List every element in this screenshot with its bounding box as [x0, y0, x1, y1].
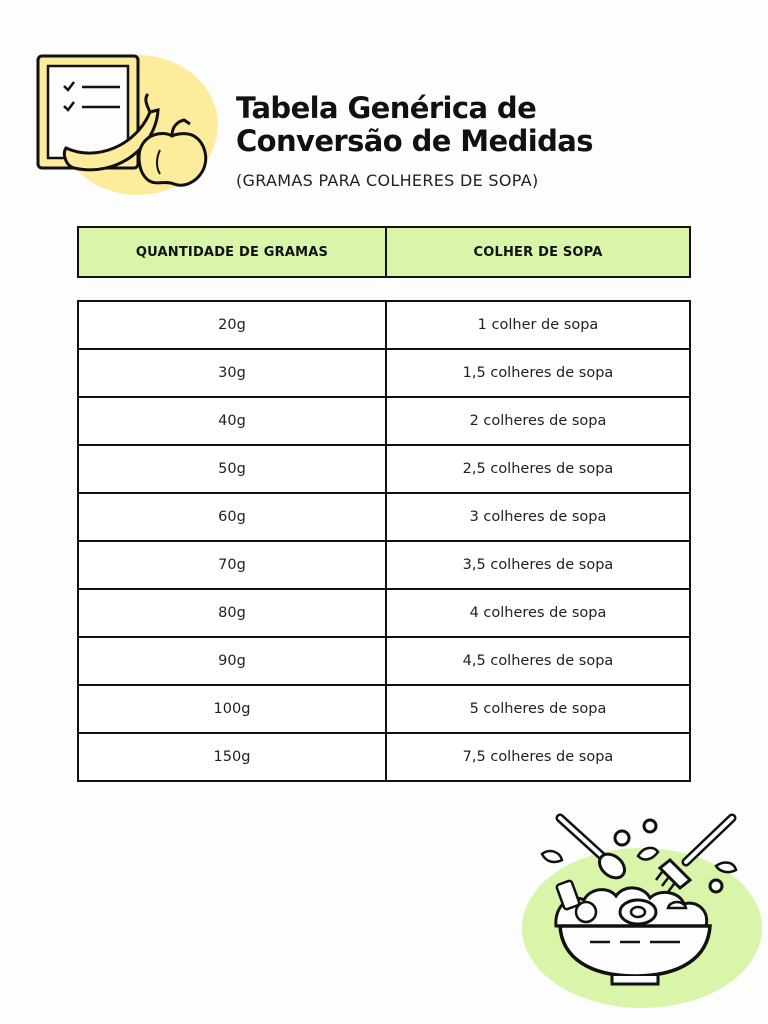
table-row — [78, 493, 690, 541]
table-row — [78, 685, 690, 733]
spoons-cell: 1,5 colheres de sopa — [386, 349, 690, 397]
checklist-fruit-icon — [26, 50, 222, 200]
grams-cell: 80g — [78, 589, 386, 637]
header-row — [78, 227, 690, 277]
table-row — [78, 445, 690, 493]
table-row — [78, 733, 690, 781]
table-row — [78, 397, 690, 445]
table-row — [78, 301, 690, 349]
spoons-cell: 7,5 colheres de sopa — [386, 733, 690, 781]
grams-cell: 100g — [78, 685, 386, 733]
table-row — [78, 349, 690, 397]
spoons-cell: 1 colher de sopa — [386, 301, 690, 349]
table-row — [78, 637, 690, 685]
salad-bowl-icon — [520, 808, 764, 1012]
table-row — [78, 589, 690, 637]
table-header — [77, 226, 691, 278]
table-row — [78, 541, 690, 589]
title-line-2: Conversão de Medidas — [236, 124, 593, 158]
spoons-cell: 2,5 colheres de sopa — [386, 445, 690, 493]
spoons-cell: 2 colheres de sopa — [386, 397, 690, 445]
grams-cell: 50g — [78, 445, 386, 493]
grams-cell: 40g — [78, 397, 386, 445]
header-spoons: COLHER DE SOPA — [386, 227, 690, 277]
grams-cell: 60g — [78, 493, 386, 541]
grams-cell: 20g — [78, 301, 386, 349]
grams-cell: 30g — [78, 349, 386, 397]
grams-cell: 90g — [78, 637, 386, 685]
conversion-table — [77, 300, 691, 782]
spoons-cell: 3,5 colheres de sopa — [386, 541, 690, 589]
header-grams: QUANTIDADE DE GRAMAS — [78, 227, 386, 277]
spoons-cell: 3 colheres de sopa — [386, 493, 690, 541]
title-line-1: Tabela Genérica de — [236, 91, 537, 125]
spoons-cell: 4 colheres de sopa — [386, 589, 690, 637]
grams-cell: 70g — [78, 541, 386, 589]
spoons-cell: 5 colheres de sopa — [386, 685, 690, 733]
grams-cell: 150g — [78, 733, 386, 781]
page-subtitle: (GRAMAS PARA COLHERES DE SOPA) — [236, 171, 539, 190]
page-title — [236, 92, 593, 158]
spoons-cell: 4,5 colheres de sopa — [386, 637, 690, 685]
